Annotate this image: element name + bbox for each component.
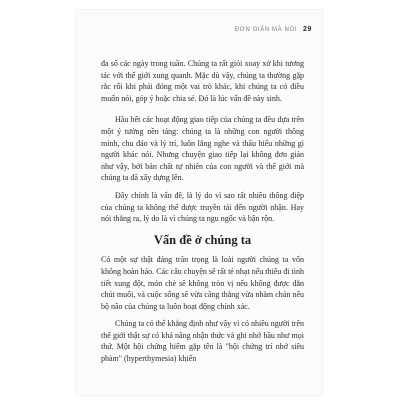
book-page <box>76 10 322 395</box>
page-number: 29 <box>303 26 312 33</box>
running-header <box>235 26 312 33</box>
page-body <box>101 58 304 371</box>
paragraph: đa số các ngày trong tuần. Chúng ta rất giỏi xoay xở khi tương tác với thế giới xung quanh. Mặc dù vậy, chúng ta thường gặp rắc rối khi phải đóng một vai trò khác, khi chúng ta có điều muốn nói, góp ý hoặc chia sẻ. Đó là lúc vấn đề này sinh. <box>101 59 304 103</box>
paragraph: Đây chính là vấn đề, là lý do vì sao rất nhiều thông điệp của chúng ta không thể được truyền tải đến người nhận. Hay nói thẳng ra, lý do là vì chúng ta ngu ngốc và bận rộn. <box>101 190 304 224</box>
section-heading: Vấn đề ở chúng ta <box>153 232 252 247</box>
paragraph: Hầu hết các hoạt động giao tiếp của chúng ta đều dựa trên một ý tưởng nền tảng: chúng ta là những con người thông minh, chu đáo và lý trí, luôn lắng nghe và thấu hiểu những gì người khác nói. Nhưng chuyện giao tiếp lại không đơn giản như vậy, bởi bản chất tự nhiên của con người và thế giới mà chúng ta đã xây dựng lên. <box>101 115 304 183</box>
running-title: ĐƠN GIẢN MÀ NÓI <box>234 26 297 33</box>
paragraph: Có một sự thật đáng trăn trọng là loài người chúng ta vốn không hoàn hảo. Các câu chuyện sẽ rất tẻ nhạt nếu thiếu đi tình tiết xung đột, món chè sẽ không tròn vị nếu không được dằn chút muối, và cuộc sống sẽ vừa căng thẳng vừa nhàm chán nếu bộ não của chúng ta luôn hoạt động chính xác. <box>101 255 304 311</box>
paragraph: Chúng ta có thể khẳng định như vậy vì có nhiều người trên thế giới thật sự có khả năng nhận thức và ghi nhớ hầu như mọi thứ. Một hội chứng hiếm gặp tên là "hội chứng trí nhớ siêu phàm" (hyperthymesia) khiến <box>101 319 304 364</box>
